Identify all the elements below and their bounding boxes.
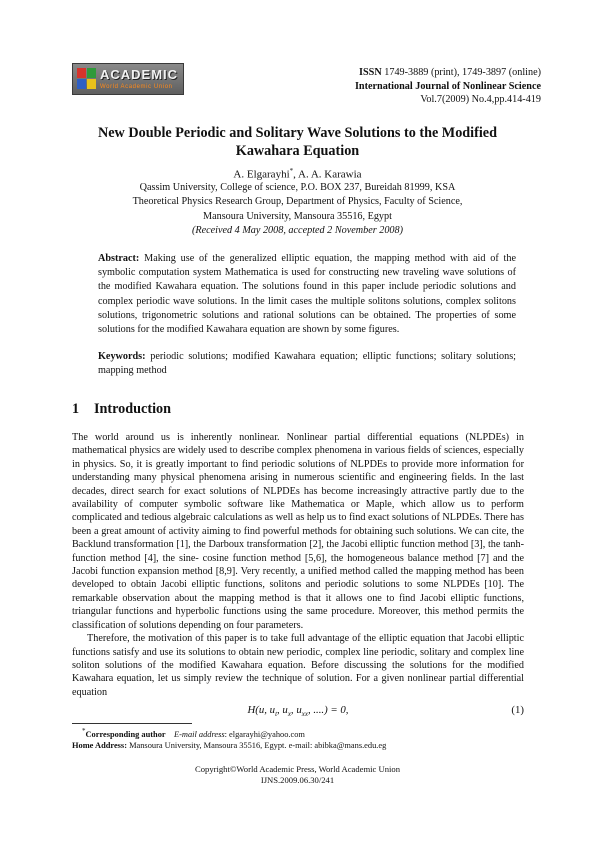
corresponding-mark: * [289,167,294,175]
section-number: 1 [72,401,80,417]
journal-name: International Journal of Nonlinear Science [354,80,541,92]
received-dates: (Received 4 May 2008, accepted 2 November 2008) [191,225,404,237]
abstract-text: Making use of the generalized elliptic equation, the mapping method with aid of the symbolic computation system Mathematica is used for constructing new traveling wave solutions of the modified Kawahara equation. The solutions found in this paper include periodic solutions and complex periodic wave solutions. In the limit cases the multiple solitons solutions, complex solitons solutions, trigonometric solutions and rational solutions can be obtained. The properties of some solutions for the modified Kawahara equation are shown by some figures. [98,253,516,336]
logo-squares-icon [77,68,97,90]
issn-label: ISSN [359,67,382,78]
title-line-1: New Double Periodic and Solitary Wave Solutions to the Modified [98,125,497,141]
article-id: IJNS.2009.06.30/241 [260,775,335,786]
equation-expression: H(u, $u_t$, $u_x$, $u_{xx}$, ....) = 0, [247,704,349,719]
section-title: Introduction [94,401,171,417]
author-1: A. Elgarayhi [233,168,290,181]
footnote-home [72,740,532,751]
abstract [98,252,516,337]
journal-volume: Vol.7(2009) No.4,pp.414-419 [420,94,541,105]
affiliation-2: Theoretical Physics Research Group, Department of Physics, Faculty of Science, [132,196,463,208]
section-heading [72,401,171,418]
footnote-rule [72,723,192,724]
footnote-corresponding: *Corresponding author E-mail address: elgarayhi@yahoo.com [82,727,305,739]
paper-title [60,124,535,160]
keywords [98,350,516,378]
publisher-logo [72,63,184,95]
logo-wordmark: ACADEMIC [100,67,179,82]
author-2: , A. A. Karawia [293,168,362,181]
keywords-text: periodic solutions; modified Kawahara equation; elliptic functions; solitary solutions; mapping method [98,351,517,377]
copyright-footer [60,764,535,787]
paragraph-1: The world around us is inherently nonlinear. Nonlinear partial differential equations (NLPDEs) in mathematical physics are widely used to describe complex phenomena in various fields of sciences, especially in physics. So, it is greatly important to find periodic solutions of NLPDEs to provide more information for understanding many physical phenomena arising in numerous scientific and engineering fields. In the last decades, direct search for exact solutions of NLPDEs has become increasingly attractive partly due to the availability of computer symbolic software like Mathematica or Maple, which allow us to perform complicated and tedious algebraic calculations as well as help us to find exact solutions of NLPDEs. There has been a great amount of activity aiming to find powerful methods for obtaining such solutions. We can cite, the Backlund transformation [1], the Darboux transformation [2], the Jacobi elliptic function method [3], the tanh- function method [4], the sine- cosine function method [5,6], the homogeneous balance method [7] and the Jacobi function expansion method [8,9]. Very recently, a unified method called the mapping method has been developed to obtain Jacobi elliptic functions, solitons and periodic solutions to some NLPDEs [10]. The remarkable observation about the mapping method is that it allows one to find Jacobi elliptic functions, triangular functions and hyperbolic functions using the same procedure. Moreover, this method permits the classification of solutions depending on four parameters. [72,432,524,631]
footnote [72,726,532,751]
journal-header [355,66,541,107]
paragraph-2: Therefore, the motivation of this paper is to take full advantage of the elliptic equation that Jacobi elliptic functions satisfy and use its solutions to obtain new periodic, complex line periodic, solitary and complex line soliton solutions of the modified Kawahara equation. Before discussing the solutions for the modified Kawahara equation, let us simply review the technique of solution. For a given nonlinear partial differential equation [72,633,524,698]
affiliations [60,181,535,239]
home-address-label: Home Address: [72,740,127,750]
affiliation-1: Qassim University, College of science, P.O. BOX 237, Bureidah 81999, KSA [139,182,456,193]
affiliation-3: Mansoura University, Mansoura 35516, Egypt [203,210,392,222]
section-body [72,431,524,699]
logo-subtitle: World Academic Union [100,84,173,90]
issn-value: 1749-3889 (print), 1749-3897 (online) [384,67,541,78]
equation-number: (1) [511,704,524,716]
keywords-label: Keywords: [98,351,146,362]
abstract-label: Abstract: [98,253,140,264]
authors [60,164,535,182]
email-label: E-mail address [174,729,225,739]
issn-line [355,66,541,80]
corresponding-label: Corresponding author [85,729,166,739]
title-line-2: Kawahara Equation [235,143,360,159]
equation-1 [72,704,524,718]
email-address: : elgarayhi@yahoo.com [224,729,305,739]
copyright-line: Copyright©World Academic Press, World Academic Union [195,764,400,774]
home-address-text: Mansoura University, Mansoura 35516, Egypt. e-mail: abibka@mans.edu.eg [129,740,387,750]
